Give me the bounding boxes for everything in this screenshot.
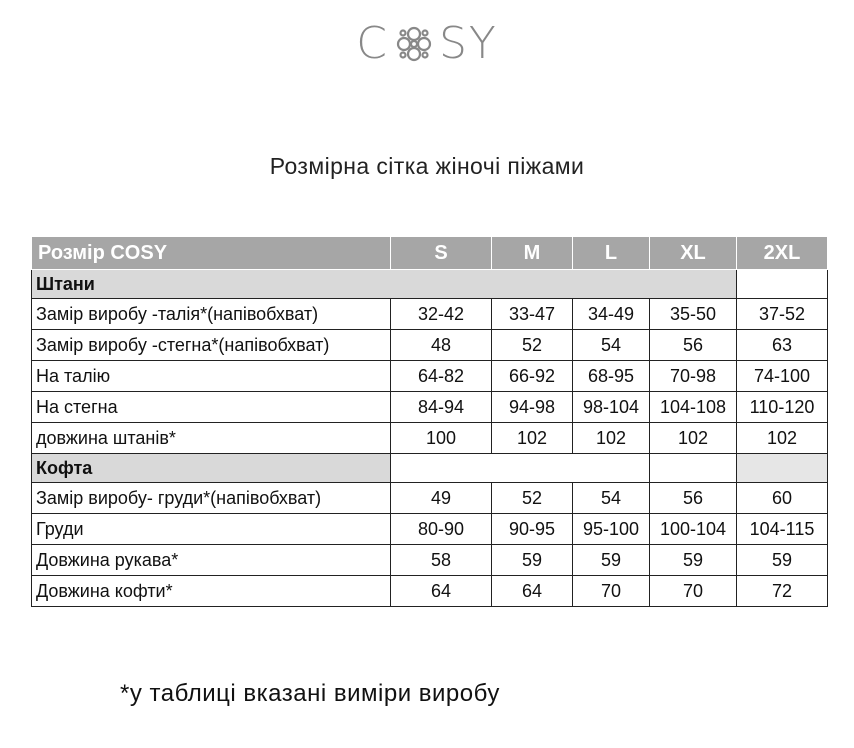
row-label: Груди (32, 514, 391, 545)
section-filler (737, 270, 828, 299)
table-cell: 98-104 (573, 392, 650, 423)
table-cell: 104-115 (737, 514, 828, 545)
section-row-pants (32, 270, 828, 299)
table-cell: 102 (573, 423, 650, 454)
table-cell: 52 (492, 483, 573, 514)
table-cell: 48 (391, 330, 492, 361)
row-label: довжина штанів* (32, 423, 391, 454)
page-title: Розмірна сітка жіночі піжами (269, 153, 585, 179)
table-cell: 94-98 (492, 392, 573, 423)
table-cell: 56 (650, 483, 737, 514)
header-size-xl: XL (650, 237, 737, 270)
table-cell: 52 (492, 330, 573, 361)
row-label: На талію (32, 361, 391, 392)
table-cell: 63 (737, 330, 828, 361)
table-cell: 33-47 (492, 299, 573, 330)
table-row (32, 483, 828, 514)
table-cell: 59 (492, 545, 573, 576)
header-size-m: M (492, 237, 573, 270)
header-size-s: S (391, 237, 492, 270)
table-cell: 104-108 (650, 392, 737, 423)
row-label: Довжина рукава* (32, 545, 391, 576)
table-cell: 70 (573, 576, 650, 607)
table-cell: 54 (573, 483, 650, 514)
table-cell: 59 (650, 545, 737, 576)
table-cell: 37-52 (737, 299, 828, 330)
table-row (32, 361, 828, 392)
cosy-logo (0, 18, 854, 69)
table-cell: 90-95 (492, 514, 573, 545)
header-size-label: Розмір COSY (32, 237, 391, 270)
table-cell: 64 (391, 576, 492, 607)
table-cell: 68-95 (573, 361, 650, 392)
row-label: На стегна (32, 392, 391, 423)
section-title: Штани (32, 270, 737, 299)
row-label: Замір виробу -талія*(напівобхват) (32, 299, 391, 330)
table-cell: 34-49 (573, 299, 650, 330)
logo-letter-c: C (356, 18, 389, 69)
table-cell: 72 (737, 576, 828, 607)
table-cell: 60 (737, 483, 828, 514)
table-cell: 80-90 (391, 514, 492, 545)
table-row (32, 392, 828, 423)
table-row (32, 514, 828, 545)
table-cell: 59 (573, 545, 650, 576)
table-cell: 84-94 (391, 392, 492, 423)
table-cell: 54 (573, 330, 650, 361)
row-label: Замір виробу -стегна*(напівобхват) (32, 330, 391, 361)
table-cell: 56 (650, 330, 737, 361)
table-cell: 35-50 (650, 299, 737, 330)
table-row (32, 545, 828, 576)
table-cell: 49 (391, 483, 492, 514)
table-cell: 102 (650, 423, 737, 454)
table-cell: 32-42 (391, 299, 492, 330)
table-cell: 58 (391, 545, 492, 576)
table-cell: 74-100 (737, 361, 828, 392)
knot-logo-icon (391, 21, 437, 67)
table-row (32, 423, 828, 454)
row-label: Замір виробу- груди*(напівобхват) (32, 483, 391, 514)
table-cell: 70-98 (650, 361, 737, 392)
section-filler (391, 454, 650, 483)
header-size-l: L (573, 237, 650, 270)
table-cell: 95-100 (573, 514, 650, 545)
table-cell: 70 (650, 576, 737, 607)
section-filler (737, 454, 828, 483)
table-cell: 100 (391, 423, 492, 454)
row-label: Довжина кофти* (32, 576, 391, 607)
table-cell: 59 (737, 545, 828, 576)
table-row (32, 330, 828, 361)
section-row-top (32, 454, 828, 483)
table-cell: 102 (737, 423, 828, 454)
table-cell: 100-104 (650, 514, 737, 545)
table-cell: 64 (492, 576, 573, 607)
table-row (32, 576, 828, 607)
table-cell: 110-120 (737, 392, 828, 423)
header-size-2xl: 2XL (737, 237, 828, 270)
table-row (32, 299, 828, 330)
size-chart-table (31, 236, 828, 607)
table-cell: 64-82 (391, 361, 492, 392)
footnote: *у таблиці вказані виміри виробу (120, 680, 500, 707)
section-filler (650, 454, 737, 483)
table-cell: 102 (492, 423, 573, 454)
logo-letters-sy: SY (438, 18, 498, 69)
section-title: Кофта (32, 454, 391, 483)
table-cell: 66-92 (492, 361, 573, 392)
table-header-row (32, 237, 828, 270)
